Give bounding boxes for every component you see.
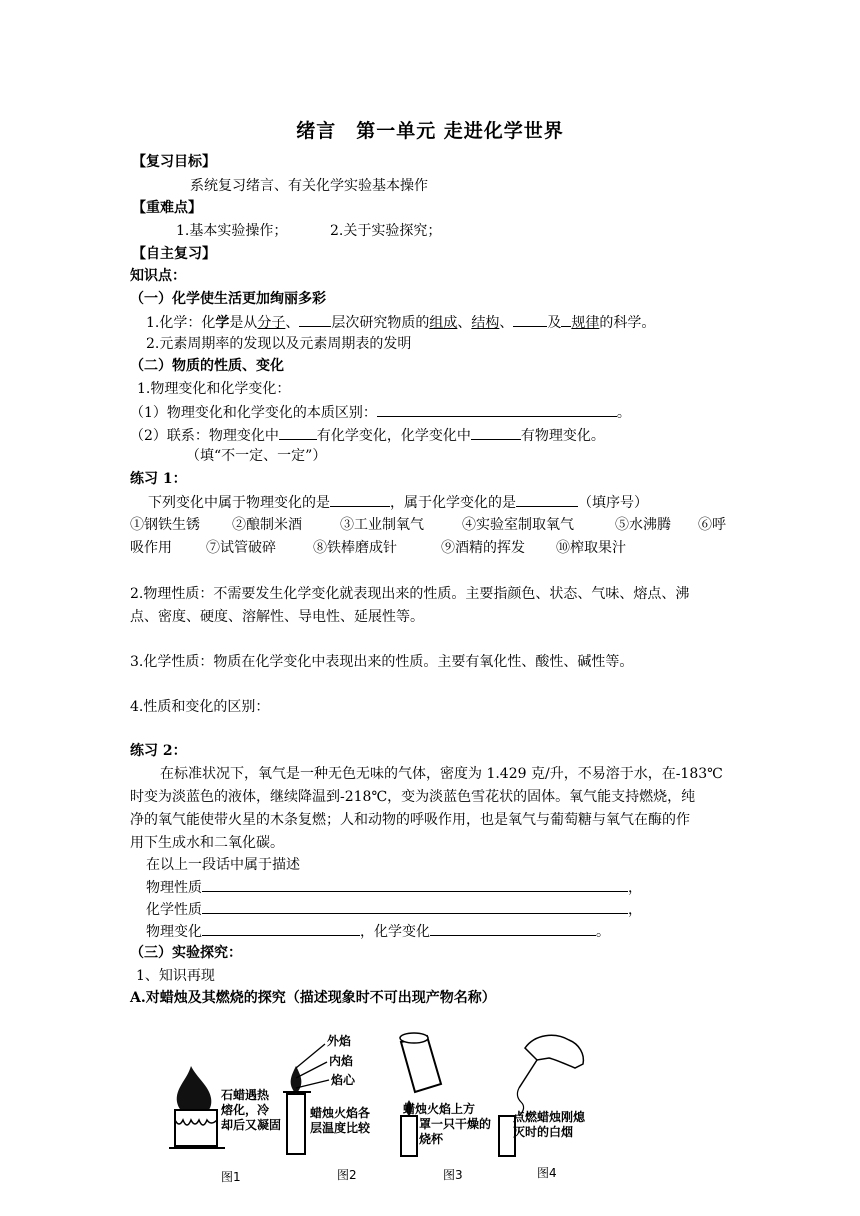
exercise1-option: ④实验室制取氧气 bbox=[462, 517, 574, 533]
review-goal-text: 系统复习绪言、有关化学实验基本操作 bbox=[190, 178, 428, 194]
key-point-2: 2.关于实验探究； bbox=[330, 223, 442, 239]
figure-caption: 图4 bbox=[537, 1166, 557, 1180]
section2-line1: 1.物理变化和化学变化： bbox=[137, 381, 291, 397]
candle-figures bbox=[165, 1030, 595, 1190]
answer-blank[interactable] bbox=[279, 425, 317, 440]
fig3-label-line: 罩一只干燥的 bbox=[419, 1117, 492, 1131]
section2-line3: （2）联系：物理变化中 有化学变化，化学变化中 有物理变化。 bbox=[130, 425, 605, 446]
blank bbox=[561, 312, 571, 327]
fig2-label-line: 蜡烛火焰各 bbox=[310, 1106, 371, 1120]
figure-caption: 图3 bbox=[443, 1168, 463, 1182]
exercise1-option: 吸作用 bbox=[130, 540, 172, 556]
exercise2-paragraph-line: 在标准状况下，氧气是一种无色无味的气体，密度为 1.429 克/升，不易溶于水，在-183℃ bbox=[160, 766, 723, 782]
section1-line2: 2.元素周期率的发现以及元素周期表的发明 bbox=[146, 336, 412, 352]
page-title: 绪言 第一单元 走进化学世界 bbox=[296, 120, 564, 142]
answer-blank[interactable] bbox=[516, 492, 578, 507]
exercise2-paragraph-line: 时变为淡蓝色的液体，继续降温到-218℃，变为淡蓝色雪花状的固体。氧气能支持燃烧，纯 bbox=[130, 789, 696, 805]
exercise1-option: ⑦试管破碎 bbox=[206, 540, 276, 556]
exercise1-option: ⑩榨取果汁 bbox=[556, 540, 626, 556]
section3-sub: 1、知识再现 bbox=[136, 968, 215, 984]
answer-blank[interactable] bbox=[202, 921, 360, 936]
exercise1-heading: 练习 1： bbox=[130, 471, 187, 487]
self-review-heading: 【自主复习】 bbox=[132, 246, 216, 262]
answer-blank[interactable] bbox=[430, 921, 596, 936]
exercise2-prompt: 在以上一段话中属于描述 bbox=[146, 857, 300, 873]
exercise1-option: ⑤水沸腾 bbox=[615, 517, 671, 533]
fig3-label-line: 蜡烛火焰上方 bbox=[403, 1102, 476, 1116]
fig1-label-line: 石蜡遇热 bbox=[221, 1088, 270, 1102]
exercise1-option: ⑥呼 bbox=[698, 517, 726, 533]
section3-a-heading: A.对蜡烛及其燃烧的探究（描述现象时不可出现产物名称） bbox=[130, 990, 496, 1006]
physical-props-line2: 点、密度、硬度、溶解性、导电性、延展性等。 bbox=[130, 609, 424, 625]
props-vs-changes: 4.性质和变化的区别： bbox=[130, 699, 270, 715]
exercise1-option: ⑧铁棒磨成针 bbox=[313, 540, 397, 556]
blank[interactable] bbox=[513, 312, 547, 327]
section1-heading: （一）化学使生活更加绚丽多彩 bbox=[130, 291, 326, 307]
exercise1-question: 下列变化中属于物理变化的是 ，属于化学变化的是 （填序号） bbox=[148, 492, 648, 513]
section3-heading: （三）实验探究： bbox=[130, 945, 242, 961]
answer-blank[interactable] bbox=[377, 402, 617, 417]
exercise1-option: ①钢铁生锈 bbox=[130, 517, 200, 533]
physical-property-answer: 物理性质 ， bbox=[146, 877, 642, 898]
change-answer: 物理变化 ，化学变化 。 bbox=[146, 921, 610, 942]
answer-blank[interactable] bbox=[202, 899, 628, 914]
key-points-heading: 【重难点】 bbox=[132, 200, 202, 216]
fig3-label-line: 烧杯 bbox=[419, 1132, 444, 1146]
section1-line1: 1.化学：化学是从分子、 层次研究物质的组成、结构、 及 规律的科学。 bbox=[146, 312, 655, 333]
answer-blank[interactable] bbox=[202, 877, 628, 892]
exercise2-heading: 练习 2： bbox=[130, 743, 187, 759]
flame-core-label: 焰心 bbox=[331, 1073, 356, 1087]
exercise2-paragraph-line: 用下生成水和二氧化碳。 bbox=[130, 835, 284, 851]
figure-caption: 图2 bbox=[337, 1168, 357, 1182]
flame-inner-label: 内焰 bbox=[329, 1054, 354, 1068]
fig1-label-line: 却后又凝固 bbox=[221, 1118, 282, 1132]
section2-hint: （填“不一定、一定”） bbox=[186, 448, 327, 464]
fig1-wax-drawing bbox=[169, 1066, 225, 1148]
fig2-candle-drawing bbox=[283, 1044, 329, 1154]
exercise1-option: ②酿制米酒 bbox=[232, 517, 302, 533]
exercise1-option: ③工业制氧气 bbox=[340, 517, 424, 533]
fig1-label-line: 熔化，冷 bbox=[221, 1103, 270, 1117]
review-goal-heading: 【复习目标】 bbox=[132, 154, 216, 170]
flame-outer-label: 外焰 bbox=[327, 1034, 352, 1048]
figure-caption: 图1 bbox=[221, 1170, 241, 1184]
answer-blank[interactable] bbox=[471, 425, 521, 440]
section2-heading: （二）物质的性质、变化 bbox=[130, 358, 284, 374]
chemical-props: 3.化学性质：物质在化学变化中表现出来的性质。主要有氧化性、酸性、碱性等。 bbox=[130, 654, 634, 670]
chemical-property-answer: 化学性质 ， bbox=[146, 899, 642, 920]
knowledge-heading: 知识点： bbox=[130, 268, 186, 284]
blank[interactable] bbox=[299, 312, 331, 327]
key-point-1: 1.基本实验操作； bbox=[176, 223, 288, 239]
fig4-label-line: 灭时的白烟 bbox=[513, 1125, 574, 1139]
fig4-label-line: 点燃蜡烛刚熄 bbox=[513, 1110, 586, 1124]
section2-line2: （1）物理变化和化学变化的本质区别： 。 bbox=[130, 402, 631, 423]
physical-props-line1: 2.物理性质：不需要发生化学变化就表现出来的性质。主要指颜色、状态、气味、熔点、沸 bbox=[130, 586, 690, 602]
answer-blank[interactable] bbox=[330, 492, 390, 507]
exercise2-paragraph-line: 净的氧气能使带火星的木条复燃；人和动物的呼吸作用，也是氧气与葡萄糖与氧气在酶的作 bbox=[130, 812, 690, 828]
exercise1-option: ⑨酒精的挥发 bbox=[441, 540, 525, 556]
fig2-label-line: 层温度比较 bbox=[310, 1121, 371, 1135]
